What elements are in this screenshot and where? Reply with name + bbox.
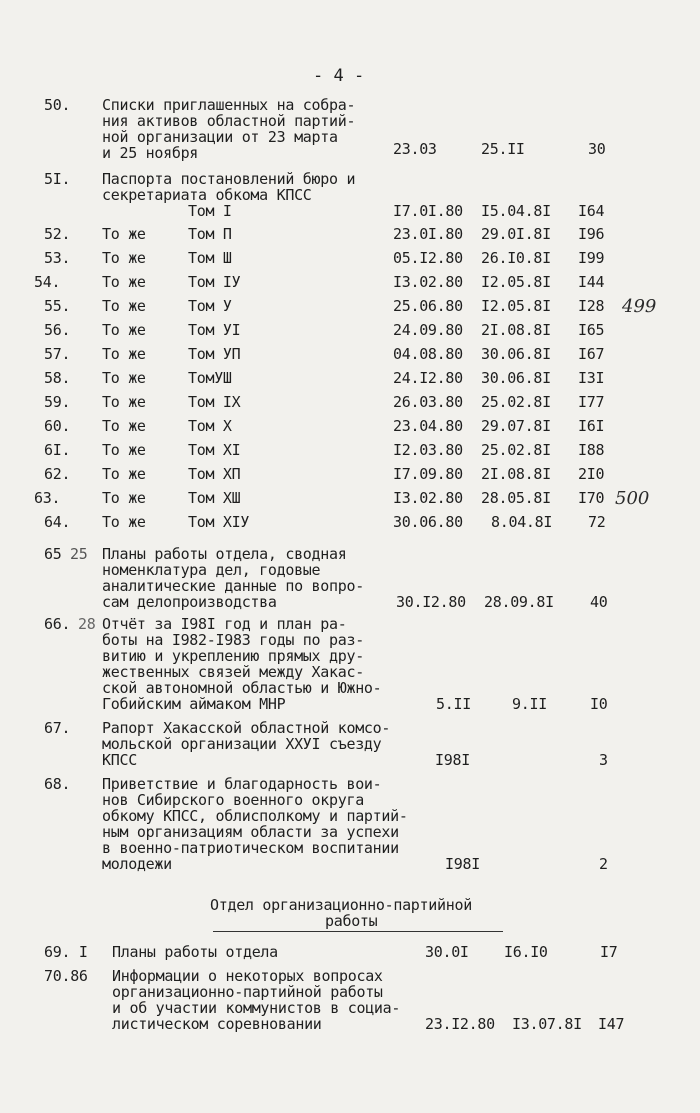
entry-number: 63.: [34, 489, 61, 507]
same-as-above: То же: [102, 513, 146, 531]
same-as-above: То же: [102, 321, 146, 339]
start-date: 30.0I: [425, 943, 469, 961]
sheet-count: 30: [588, 140, 606, 158]
start-date: 30.06.80: [393, 513, 463, 531]
sheet-count: I70: [578, 489, 605, 507]
end-date: 28.05.8I: [481, 489, 551, 507]
same-as-above: То же: [102, 417, 146, 435]
end-date: I2.05.8I: [481, 297, 551, 315]
entry-text-line: Рапорт Хакасской областной комсо-: [102, 719, 391, 737]
entry-text-line: Приветствие и благодарность вои-: [102, 775, 382, 793]
sheet-count: I67: [578, 345, 605, 363]
sheet-count: I96: [578, 225, 605, 243]
start-date: 23.04.80: [393, 417, 463, 435]
start-date: 05.I2.80: [393, 249, 463, 267]
section-title-line: Отдел организационно-партийной: [210, 896, 472, 914]
start-date: I7.0I.80: [393, 202, 463, 220]
same-as-above: То же: [102, 225, 146, 243]
sheet-count: I47: [598, 1015, 625, 1033]
entry-text-line: и об участии коммунистов в социа-: [112, 999, 401, 1017]
start-date: 24.09.80: [393, 321, 463, 339]
entry-number: 62.: [44, 465, 71, 483]
end-date: I5.04.8I: [481, 202, 551, 220]
start-date: 26.03.80: [393, 393, 463, 411]
sheet-count: I65: [578, 321, 605, 339]
sheet-count: 72: [588, 513, 606, 531]
entry-number: 65: [44, 545, 62, 563]
entry-text-line: Гобийским аймаком МНР: [102, 695, 286, 713]
start-date: 25.06.80: [393, 297, 463, 315]
entry-number: 5I.: [44, 170, 71, 188]
entry-number: 64.: [44, 513, 71, 531]
same-as-above: То же: [102, 273, 146, 291]
entry-text-line: нов Сибирского военного округа: [102, 791, 364, 809]
start-date: I3.02.80: [393, 489, 463, 507]
end-date: 25.02.8I: [481, 393, 551, 411]
volume-label: Том П: [188, 225, 232, 243]
entry-text-line: мольской организации XXУI съезду: [102, 735, 382, 753]
start-date: 30.I2.80: [396, 593, 466, 611]
entry-text-line: ной организации от 23 марта: [102, 128, 338, 146]
entry-text-line: боты на I982-I983 годы по раз-: [102, 631, 364, 649]
end-date: 30.06.8I: [481, 345, 551, 363]
entry-text-line: витию и укреплению прямых дру-: [102, 647, 364, 665]
end-date: 9.II: [512, 695, 547, 713]
sheet-count: I64: [578, 202, 605, 220]
year: I98I: [435, 751, 470, 769]
entry-text-line: Списки приглашенных на собра-: [102, 96, 356, 114]
end-date: 2I.08.8I: [481, 321, 551, 339]
volume-label: Том X: [188, 417, 232, 435]
volume-label: Том Ш: [188, 249, 232, 267]
volume-label: Том XШ: [188, 489, 241, 507]
volume-label: Том IУ: [188, 273, 241, 291]
entry-text-line: сам делопроизводства: [102, 593, 277, 611]
entry-number: 52.: [44, 225, 71, 243]
entry-text-line: ской автономной областью и Южно-: [102, 679, 382, 697]
volume-label: Том УI: [188, 321, 241, 339]
start-date: 23.I2.80: [425, 1015, 495, 1033]
end-date: 29.07.8I: [481, 417, 551, 435]
volume-label: Том IX: [188, 393, 241, 411]
entry-number: 69. I: [44, 943, 88, 961]
end-date: I6.I0: [504, 943, 548, 961]
start-date: 23.03: [393, 140, 437, 158]
start-date: 23.0I.80: [393, 225, 463, 243]
sheet-count: I3I: [578, 369, 605, 387]
entry-text-line: КПСС: [102, 751, 137, 769]
entry-number: 50.: [44, 96, 71, 114]
sheet-count: I99: [578, 249, 605, 267]
entry-number: 57.: [44, 345, 71, 363]
same-as-above: То же: [102, 249, 146, 267]
entry-text-line: молодежи: [102, 855, 172, 873]
sheet-count: I7: [600, 943, 618, 961]
entry-text-line: обкому КПСС, облисполкому и партий-: [102, 807, 408, 825]
entry-text-line: аналитические данные по вопро-: [102, 577, 364, 595]
sheet-count: 3: [599, 751, 608, 769]
start-date: 24.I2.80: [393, 369, 463, 387]
same-as-above: То же: [102, 369, 146, 387]
end-date: 8.04.8I: [491, 513, 553, 531]
entry-text-line: Планы работы отдела, сводная: [102, 545, 347, 563]
entry-text-line: секретариата обкома КПСС: [102, 186, 312, 204]
entry-number: 67.: [44, 719, 71, 737]
year: I98I: [445, 855, 480, 873]
end-date: 30.06.8I: [481, 369, 551, 387]
entry-number: 6I.: [44, 441, 71, 459]
volume-label: Том XIУ: [188, 513, 250, 531]
end-date: 2I.08.8I: [481, 465, 551, 483]
entry-number: 60.: [44, 417, 71, 435]
same-as-above: То же: [102, 393, 146, 411]
end-date: 25.02.8I: [481, 441, 551, 459]
page-number: - 4 -: [313, 66, 365, 86]
entry-text-line: ным организациям области за успехи: [102, 823, 399, 841]
section-underline: [213, 931, 503, 932]
entry-text-line: номенклатура дел, годовые: [102, 561, 321, 579]
same-as-above: То же: [102, 489, 146, 507]
entry-number: 56.: [44, 321, 71, 339]
entry-text-line: организационно-партийной работы: [112, 983, 383, 1001]
entry-number: 58.: [44, 369, 71, 387]
entry-text-line: Отчёт за I98I год и план ра-: [102, 615, 347, 633]
end-date: 25.II: [481, 140, 525, 158]
entry-text-line: Паспорта постановлений бюро и: [102, 170, 356, 188]
sheet-count: I88: [578, 441, 605, 459]
entry-text-line: в военно-патриотическом воспитании: [102, 839, 399, 857]
sheet-count: I44: [578, 273, 605, 291]
section-title-line: работы: [325, 912, 378, 930]
volume-label: Том XI: [188, 441, 241, 459]
entry-number: 68.: [44, 775, 71, 793]
start-date: 04.08.80: [393, 345, 463, 363]
entry-text-line: Информации о некоторых вопросах: [112, 967, 383, 985]
end-date: I2.05.8I: [481, 273, 551, 291]
volume-label: Том I: [188, 202, 232, 220]
handwritten-note: 500: [615, 488, 650, 509]
entry-number: 59.: [44, 393, 71, 411]
sheet-count: 2: [599, 855, 608, 873]
volume-label: Том УП: [188, 345, 241, 363]
entry-number: 66.: [44, 615, 71, 633]
sheet-count: I28: [578, 297, 605, 315]
same-as-above: То же: [102, 297, 146, 315]
start-date: I7.09.80: [393, 465, 463, 483]
end-date: 29.0I.8I: [481, 225, 551, 243]
entry-number: 54.: [34, 273, 61, 291]
sheet-count: I77: [578, 393, 605, 411]
same-as-above: То же: [102, 465, 146, 483]
end-date: I3.07.8I: [512, 1015, 582, 1033]
sheet-count: I0: [590, 695, 608, 713]
entry-text-line: жественных связей между Хакас-: [102, 663, 364, 681]
handwritten-note: 499: [622, 296, 657, 317]
start-date: I2.03.80: [393, 441, 463, 459]
sheet-count: I6I: [578, 417, 605, 435]
entry-text-line: Планы работы отдела: [112, 943, 278, 961]
volume-label: ТомУШ: [188, 369, 232, 387]
volume-label: Том XП: [188, 465, 241, 483]
entry-number: 55.: [44, 297, 71, 315]
volume-label: Том У: [188, 297, 232, 315]
end-date: 26.I0.8I: [481, 249, 551, 267]
start-date: 5.II: [436, 695, 471, 713]
entry-number: 53.: [44, 249, 71, 267]
same-as-above: То же: [102, 345, 146, 363]
entry-text-line: листическом соревновании: [112, 1015, 322, 1033]
entry-number: 70.86: [44, 967, 88, 985]
start-date: I3.02.80: [393, 273, 463, 291]
entry-text-line: ния активов областной партий-: [102, 112, 356, 130]
handwritten-number-note: 28: [78, 615, 96, 633]
sheet-count: 2I0: [578, 465, 605, 483]
handwritten-number-note: 25: [70, 545, 88, 563]
same-as-above: То же: [102, 441, 146, 459]
end-date: 28.09.8I: [484, 593, 554, 611]
entry-text-line: и 25 ноября: [102, 144, 199, 162]
sheet-count: 40: [590, 593, 608, 611]
